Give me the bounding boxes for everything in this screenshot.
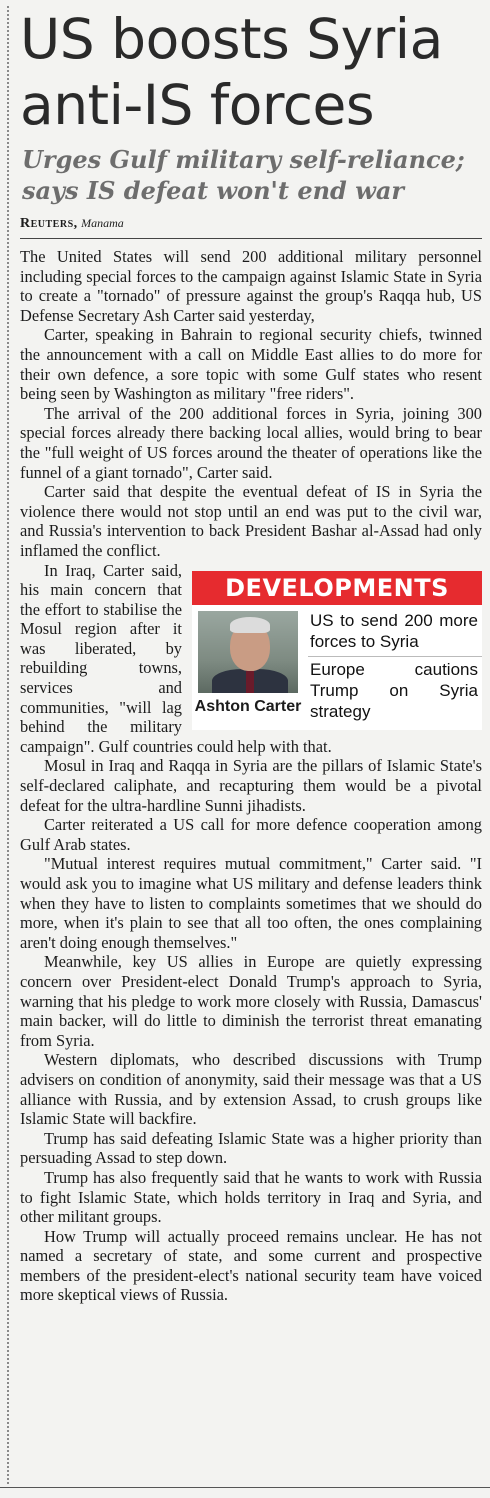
developments-list (304, 608, 482, 726)
paragraph: Trump has said defeating Islamic State was a higher priority than persuading Assad to step down. (20, 1128, 482, 1168)
byline-agency: Reuters, (20, 216, 78, 231)
headline-line-2: anti-IS forces (20, 73, 375, 137)
development-item: US to send 200 more forces to Syria (310, 610, 478, 651)
byline-location: Manama (81, 216, 124, 230)
paragraph: "Mutual interest requires mutual commitment," Carter said. "I would ask you to imagine what US military and defense leaders think when they have to listen to complaints sometimes that we should do more, when it's plain to see that all too often, the ones complaining aren't doing enough themselves." (20, 854, 482, 952)
subheadline (22, 144, 482, 206)
paragraph: How Trump will actually proceed remains unclear. He has not named a secretary of state, and some current and prospective members of the president-elect's national security team have voiced more skeptical views of Russia. (20, 1226, 482, 1305)
headline (20, 6, 482, 138)
paragraph: Western diplomats, who described discussions with Trump advisers on condition of anonymity, said their message was that a US alliance with Russia, and by extension Assad, to crush groups like Islamic State will backfire. (20, 1050, 482, 1129)
paragraph: Carter reiterated a US call for more defence cooperation among Gulf Arab states. (20, 815, 482, 854)
article-body (20, 247, 482, 1305)
developments-content (192, 605, 482, 730)
paragraph: Meanwhile, key US allies in Europe are quietly expressing concern over President-elect Donald Trump's approach to Syria, warning that his pledge to work more closely with Russia, Damascus' main backer, will do little to diminish the terrorist threat emanating from Syria. (20, 952, 482, 1050)
headline-line-1: US boosts Syria (20, 7, 443, 71)
photo-caption: Ashton Carter (194, 697, 302, 715)
developments-header: DEVELOPMENTS (192, 571, 482, 605)
photo-column (192, 608, 304, 726)
left-dotted-rule (7, 6, 9, 1484)
ashton-carter-photo (198, 611, 298, 693)
paragraph: In Iraq, Carter said, his main concern that the effort to stabilise the Mosul region after it was liberated, by rebuilding towns, services and communities, "will lag behind the military campaign". Gulf countries could help with that. (20, 560, 332, 756)
bottom-rule (0, 1487, 490, 1488)
paragraph: Carter, speaking in Bahrain to regional security chiefs, twinned the announcement with a call on Middle East allies to do more for their own defence, a sore topic with some Gulf states who resent being seen by Washington as military "free riders". (20, 325, 482, 404)
development-item: Europe cautions Trump on Syria strategy (308, 656, 482, 726)
paragraph: Carter said that despite the eventual defeat of IS in Syria the violence there would not stop until an end was put to the civil war, and Russia's intervention to back President Bashar al-Assad had only inflamed the conflict. (20, 482, 482, 560)
paragraph: Mosul in Iraq and Raqqa in Syria are the pillars of Islamic State's self-declared caliphate, and recapturing them would be a pivotal defeat for the ultra-hardline Sunni jihadists. (20, 756, 482, 815)
byline (20, 216, 482, 239)
article (20, 0, 482, 1305)
developments-box (192, 571, 482, 730)
paragraph: The United States will send 200 additional military personnel including special forces to the campaign against Islamic State in Syria to create a "tornado" of pressure against the group's Raqqa hub, US Defense Secretary Ash Carter said yesterday, (20, 247, 482, 325)
paragraph: Trump has also frequently said that he wants to work with Russia to fight Islamic State, which holds territory in Iraq and Syria, and other militant groups. (20, 1167, 482, 1227)
subhead-line-2: says IS defeat won't end war (22, 176, 405, 205)
subhead-line-1: Urges Gulf military self-reliance; (22, 145, 465, 174)
paragraph: The arrival of the 200 additional forces in Syria, joining 300 special forces already there backing local allies, would bring to bear the "full weight of US forces around the theater of operations like the funnel of a giant tornado", Carter said. (20, 403, 482, 482)
